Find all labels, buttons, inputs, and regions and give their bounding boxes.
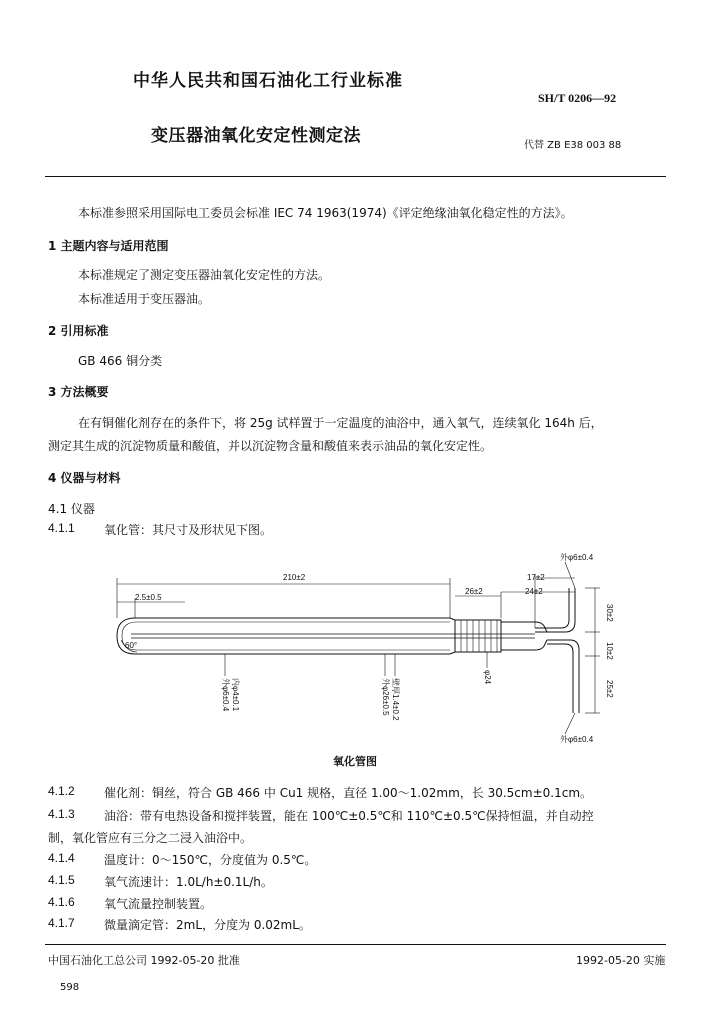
label-d-inner-left2: 内φ4±0.1 bbox=[231, 678, 240, 712]
item-4-1-6-text: 氧气流量控制装置。 bbox=[104, 897, 213, 911]
item-4-1-6-number: 4.1.6 bbox=[48, 895, 75, 909]
label-angle: 60° bbox=[125, 641, 138, 650]
label-d-joint: φ24 bbox=[483, 670, 492, 685]
section-3-p2: 测定其生成的沉淀物质量和酸值，并以沉淀物含量和酸值来表示油品的氧化安定性。 bbox=[48, 439, 493, 453]
section-1-p1: 本标准规定了测定变压器油氧化安定性的方法。 bbox=[78, 268, 331, 282]
section-4-heading: 4 仪器与材料 bbox=[48, 471, 121, 485]
item-4-1-7-text: 微量滴定管：2mL，分度为 0.02mL。 bbox=[104, 918, 311, 932]
approval-note: 中国石油化工总公司 1992-05-20 批准 bbox=[48, 954, 240, 967]
item-4-1-2-number: 4.1.2 bbox=[48, 784, 75, 798]
document-title: 变压器油氧化安定性测定法 bbox=[151, 126, 361, 146]
standard-code: SH/T 0206—92 bbox=[538, 91, 617, 105]
section-1-p2: 本标准适用于变压器油。 bbox=[78, 292, 211, 306]
effective-date: 1992-05-20 实施 bbox=[576, 954, 666, 967]
label-outer-bottom: 外φ6±0.4 bbox=[560, 735, 594, 744]
label-len-left: 2.5±0.5 bbox=[135, 593, 162, 602]
item-4-1-7-number: 4.1.7 bbox=[48, 916, 75, 930]
item-4-1-3-text: 油浴：带有电热设备和搅拌装置，能在 100℃±0.5℃和 110℃±0.5℃保持恒温，并自动控 bbox=[104, 809, 594, 823]
label-len-26: 26±2 bbox=[465, 587, 483, 596]
footer-rule bbox=[45, 944, 666, 945]
item-4-1-5-text: 氧气流速计：1.0L/h±0.1L/h。 bbox=[104, 875, 273, 889]
tube-outline bbox=[117, 618, 450, 654]
page-number: 598 bbox=[60, 982, 80, 993]
item-4-1-4-text: 温度计：0～150℃，分度值为 0.5℃。 bbox=[104, 853, 317, 867]
item-4-1-3-cont: 制，氧化管应有三分之二浸入油浴中。 bbox=[48, 831, 253, 845]
header-rule bbox=[45, 176, 666, 177]
figure-caption: 氧化管图 bbox=[333, 755, 377, 768]
item-4-1-1-number: 4.1.1 bbox=[48, 521, 75, 535]
section-2-heading: 2 引用标准 bbox=[48, 324, 109, 338]
item-4-1-4-number: 4.1.4 bbox=[48, 851, 75, 865]
section-4-1-heading: 4.1 仪器 bbox=[48, 502, 95, 516]
label-len-24: 24±2 bbox=[525, 587, 543, 596]
item-4-1-5-number: 4.1.5 bbox=[48, 873, 75, 887]
replaces-note: 代替 ZB E38 003 88 bbox=[524, 140, 622, 151]
label-outer-top: 外φ6±0.4 bbox=[560, 553, 594, 562]
ground-joint bbox=[455, 620, 501, 652]
section-3-heading: 3 方法概要 bbox=[48, 385, 109, 399]
label-h-10: 10±2 bbox=[605, 642, 614, 660]
label-d-tube-outer: 外φ26±0.5 bbox=[381, 678, 390, 716]
label-h-25: 25±2 bbox=[605, 680, 614, 698]
label-d-tube-wall: 壁厚1.4±0.2 bbox=[391, 678, 400, 721]
section-1-heading: 1 主题内容与适用范围 bbox=[48, 239, 169, 253]
intro-paragraph: 本标准参照采用国际电工委员会标准 IEC 74 1963(1974)《评定绝缘油氧化稳定性的方法》。 bbox=[78, 206, 573, 220]
section-2-p1: GB 466 铜分类 bbox=[78, 354, 163, 368]
standard-title: 中华人民共和国石油化工行业标准 bbox=[133, 71, 403, 91]
item-4-1-2-text: 催化剂：铜丝，符合 GB 466 中 Cu1 规格，直径 1.00～1.02mm，长 30.5cm±0.1cm。 bbox=[104, 786, 593, 800]
section-3-p1: 在有铜催化剂存在的条件下，将 25g 试样置于一定温度的油浴中，通入氧气，连续氧化 164h 后， bbox=[78, 416, 603, 430]
label-d-inner-left: 外φ6±0.4 bbox=[221, 678, 230, 712]
oxidation-tube-figure bbox=[95, 548, 625, 746]
item-4-1-3-number: 4.1.3 bbox=[48, 807, 75, 821]
label-h-30: 30±2 bbox=[605, 604, 614, 622]
label-len-17: 17±2 bbox=[527, 573, 545, 582]
label-len-total: 210±2 bbox=[283, 573, 306, 582]
item-4-1-1-text: 氧化管：其尺寸及形状见下图。 bbox=[104, 523, 273, 537]
